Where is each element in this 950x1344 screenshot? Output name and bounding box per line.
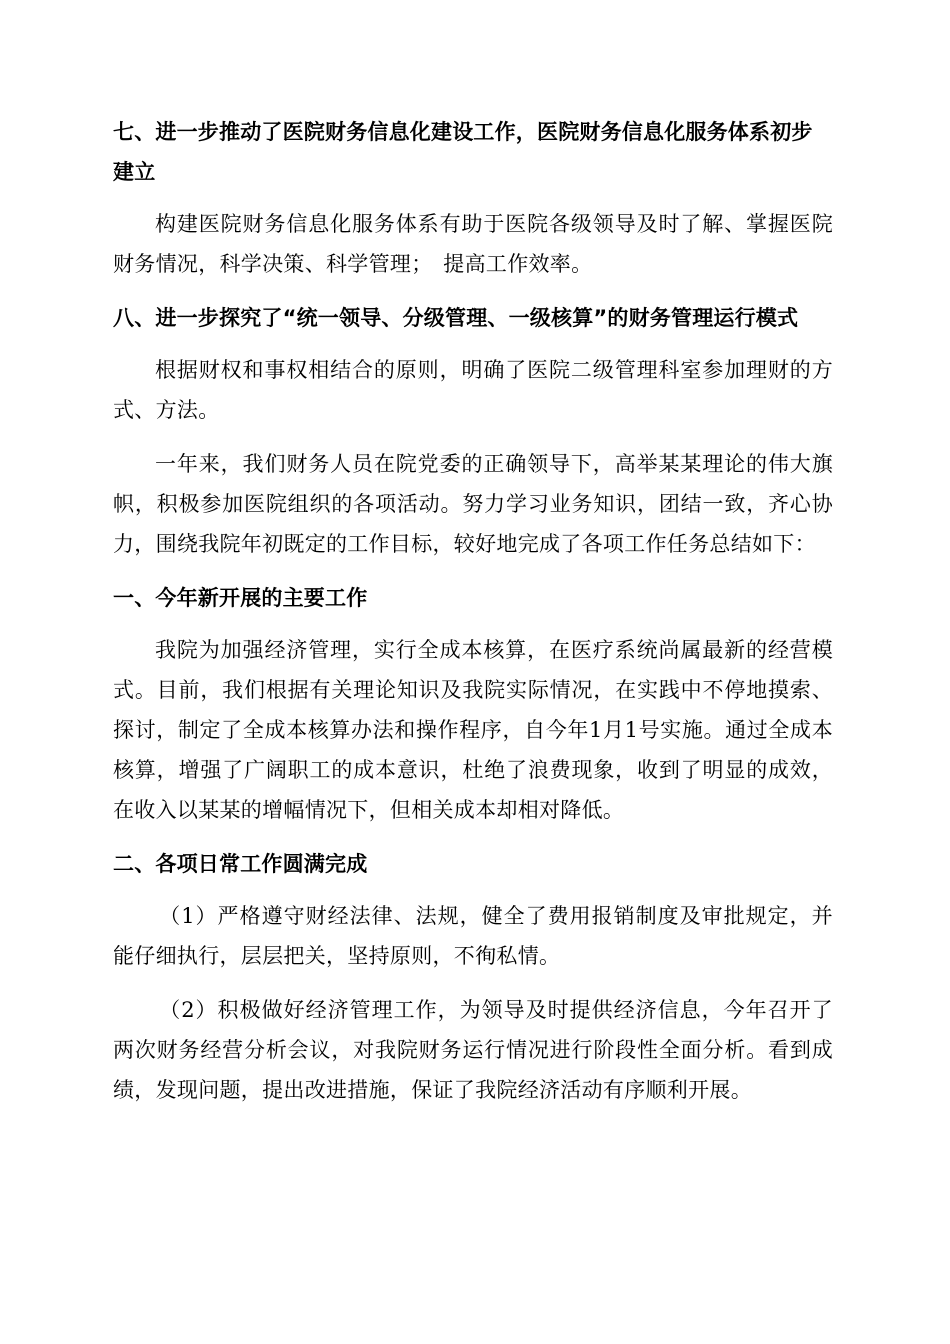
- paragraph-year-summary: 一年来，我们财务人员在院党委的正确领导下，高举某某理论的伟大旗帜，积极参加医院组织的各项活动。努力学习业务知识，团结一致，齐心协力，围绕我院年初既定的工作目标，较好地完成了各项工作任务总结如下：: [113, 452, 833, 556]
- paragraph-item-1: （1）严格遵守财经法律、法规，健全了费用报销制度及审批规定，并能仔细执行，层层把关，坚持原则，不徇私情。: [113, 904, 833, 968]
- paragraph-finance-informatization: 构建医院财务信息化服务体系有助于医院各级领导及时了解、掌握医院财务情况，科学决策、科学管理； 提高工作效率。: [113, 212, 833, 276]
- paragraph-financial-rights: 根据财权和事权相结合的原则，明确了医院二级管理科室参加理财的方式、方法。: [113, 358, 833, 422]
- section-heading-2: 二、各项日常工作圆满完成: [113, 852, 368, 876]
- section-heading-7: 七、进一步推动了医院财务信息化建设工作，医院财务信息化服务体系初步建立: [113, 120, 813, 184]
- paragraph-item-2: （2）积极做好经济管理工作，为领导及时提供经济信息，今年召开了两次财务经营分析会议，对我院财务运行情况进行阶段性全面分析。看到成绩，发现问题，提出改进措施，保证了我院经济活动有序顺利开展。: [113, 998, 833, 1102]
- paragraph-full-cost-accounting: 我院为加强经济管理，实行全成本核算，在医疗系统尚属最新的经营模式。目前，我们根据有关理论知识及我院实际情况，在实践中不停地摸索、探讨，制定了全成本核算办法和操作程序，自今年1月1号实施。通过全成本核算，增强了广阔职工的成本意识，杜绝了浪费现象，收到了明显的成效，在收入以某某的增幅情况下，但相关成本却相对降低。: [113, 638, 833, 822]
- document-page: [113, 112, 833, 1110]
- section-heading-1: 一、今年新开展的主要工作: [113, 586, 368, 610]
- section-heading-8: 八、进一步探究了“统一领导、分级管理、一级核算”的财务管理运行模式: [113, 306, 799, 330]
